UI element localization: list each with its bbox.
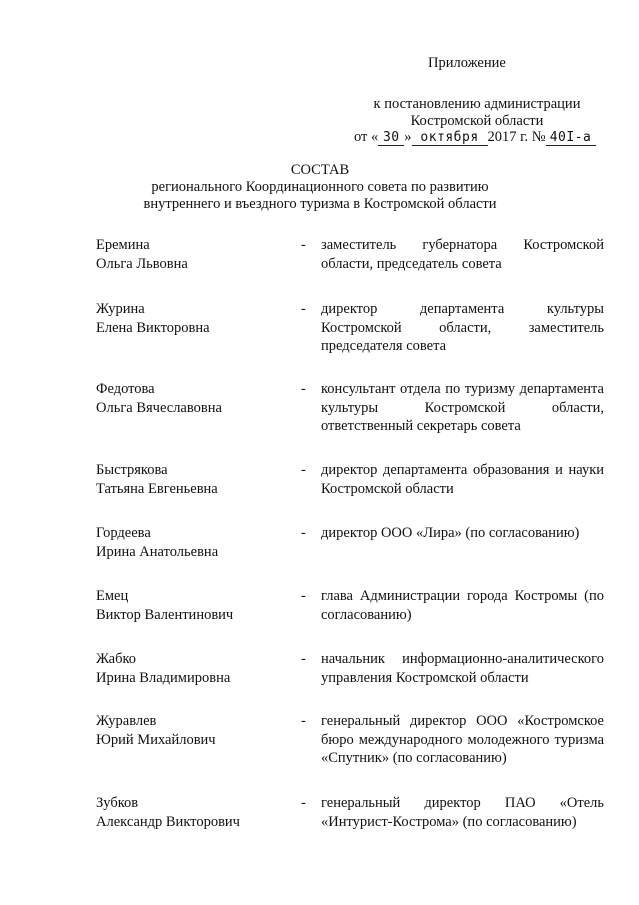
dash-separator: - xyxy=(301,588,306,604)
member-given-names: Ирина Анатольевна xyxy=(96,543,219,560)
member-surname: Федотова xyxy=(96,381,155,397)
dash-separator: - xyxy=(301,713,306,729)
member-surname: Журина xyxy=(96,301,145,317)
member-given-names: Ольга Львовна xyxy=(96,255,188,272)
member-role: генеральный директор ПАО «Отель «Интурист-Кострома» (по согласованию) xyxy=(321,795,604,830)
decree-number: 40I-а xyxy=(546,130,596,146)
member-surname: Жабко xyxy=(96,651,137,667)
title-line-1: СОСТАВ xyxy=(290,162,350,178)
member-surname: Гордеева xyxy=(96,525,151,541)
title-line-3: внутреннего и въездного туризма в Костромской области xyxy=(143,196,497,212)
member-role: генеральный директор ООО «Костромское бюро международного молодежного туризма «Спутник» (по согласованию) xyxy=(321,713,604,766)
decree-line-1: к постановлению администрации xyxy=(373,96,581,112)
dash-separator: - xyxy=(301,381,306,397)
member-given-names: Елена Викторовна xyxy=(96,319,210,336)
member-surname: Емец xyxy=(96,588,129,604)
dash-separator: - xyxy=(301,301,306,317)
member-name xyxy=(96,461,286,498)
member-surname: Журавлев xyxy=(96,713,157,729)
member-surname: Быстрякова xyxy=(96,462,168,478)
date-prefix: от « xyxy=(354,129,379,145)
member-name xyxy=(96,300,286,337)
member-surname: Зубков xyxy=(96,795,139,811)
member-name xyxy=(96,794,286,831)
decree-reference xyxy=(362,96,592,130)
member-role: консультант отдела по туризму департамента культуры Костромской области, ответственный секретарь совета xyxy=(321,381,604,434)
member-given-names: Юрий Михайлович xyxy=(96,731,216,748)
member-given-names: Татьяна Евгеньевна xyxy=(96,480,218,497)
member-given-names: Александр Викторович xyxy=(96,813,240,830)
member-role: директор департамента культуры Костромской области, заместитель председателя совета xyxy=(321,301,604,354)
member-name xyxy=(96,236,286,273)
member-role: заместитель губернатора Костромской области, председатель совета xyxy=(321,237,604,272)
member-name xyxy=(96,380,286,417)
member-name xyxy=(96,650,286,687)
document-title xyxy=(120,162,520,213)
member-surname: Еремина xyxy=(96,237,150,253)
member-given-names: Ольга Вячеславовна xyxy=(96,399,222,416)
dash-separator: - xyxy=(301,237,306,253)
dash-separator: - xyxy=(301,462,306,478)
member-name xyxy=(96,524,286,561)
member-role: директор департамента образования и науки Костромской области xyxy=(321,462,604,497)
decree-line-2: Костромской области xyxy=(410,113,544,129)
decree-date-line xyxy=(354,129,596,146)
appendix-heading: Приложение xyxy=(428,55,506,71)
decree-month: октября xyxy=(412,130,488,146)
dash-separator: - xyxy=(301,651,306,667)
member-given-names: Виктор Валентинович xyxy=(96,606,234,623)
member-role: глава Администрации города Костромы (по согласованию) xyxy=(321,588,604,623)
member-role: директор ООО «Лира» (по согласованию) xyxy=(321,525,580,541)
decree-year: 2017 г. № xyxy=(487,129,546,145)
dash-separator: - xyxy=(301,525,306,541)
member-name xyxy=(96,587,286,624)
member-role: начальник информационно-аналитического управления Костромской области xyxy=(321,651,604,686)
member-name xyxy=(96,712,286,749)
title-line-2: регионального Координационного совета по развитию xyxy=(151,179,489,195)
dash-separator: - xyxy=(301,795,306,811)
date-quote-close: » xyxy=(404,129,412,145)
member-given-names: Ирина Владимировна xyxy=(96,669,231,686)
decree-day: 30 xyxy=(378,130,404,146)
